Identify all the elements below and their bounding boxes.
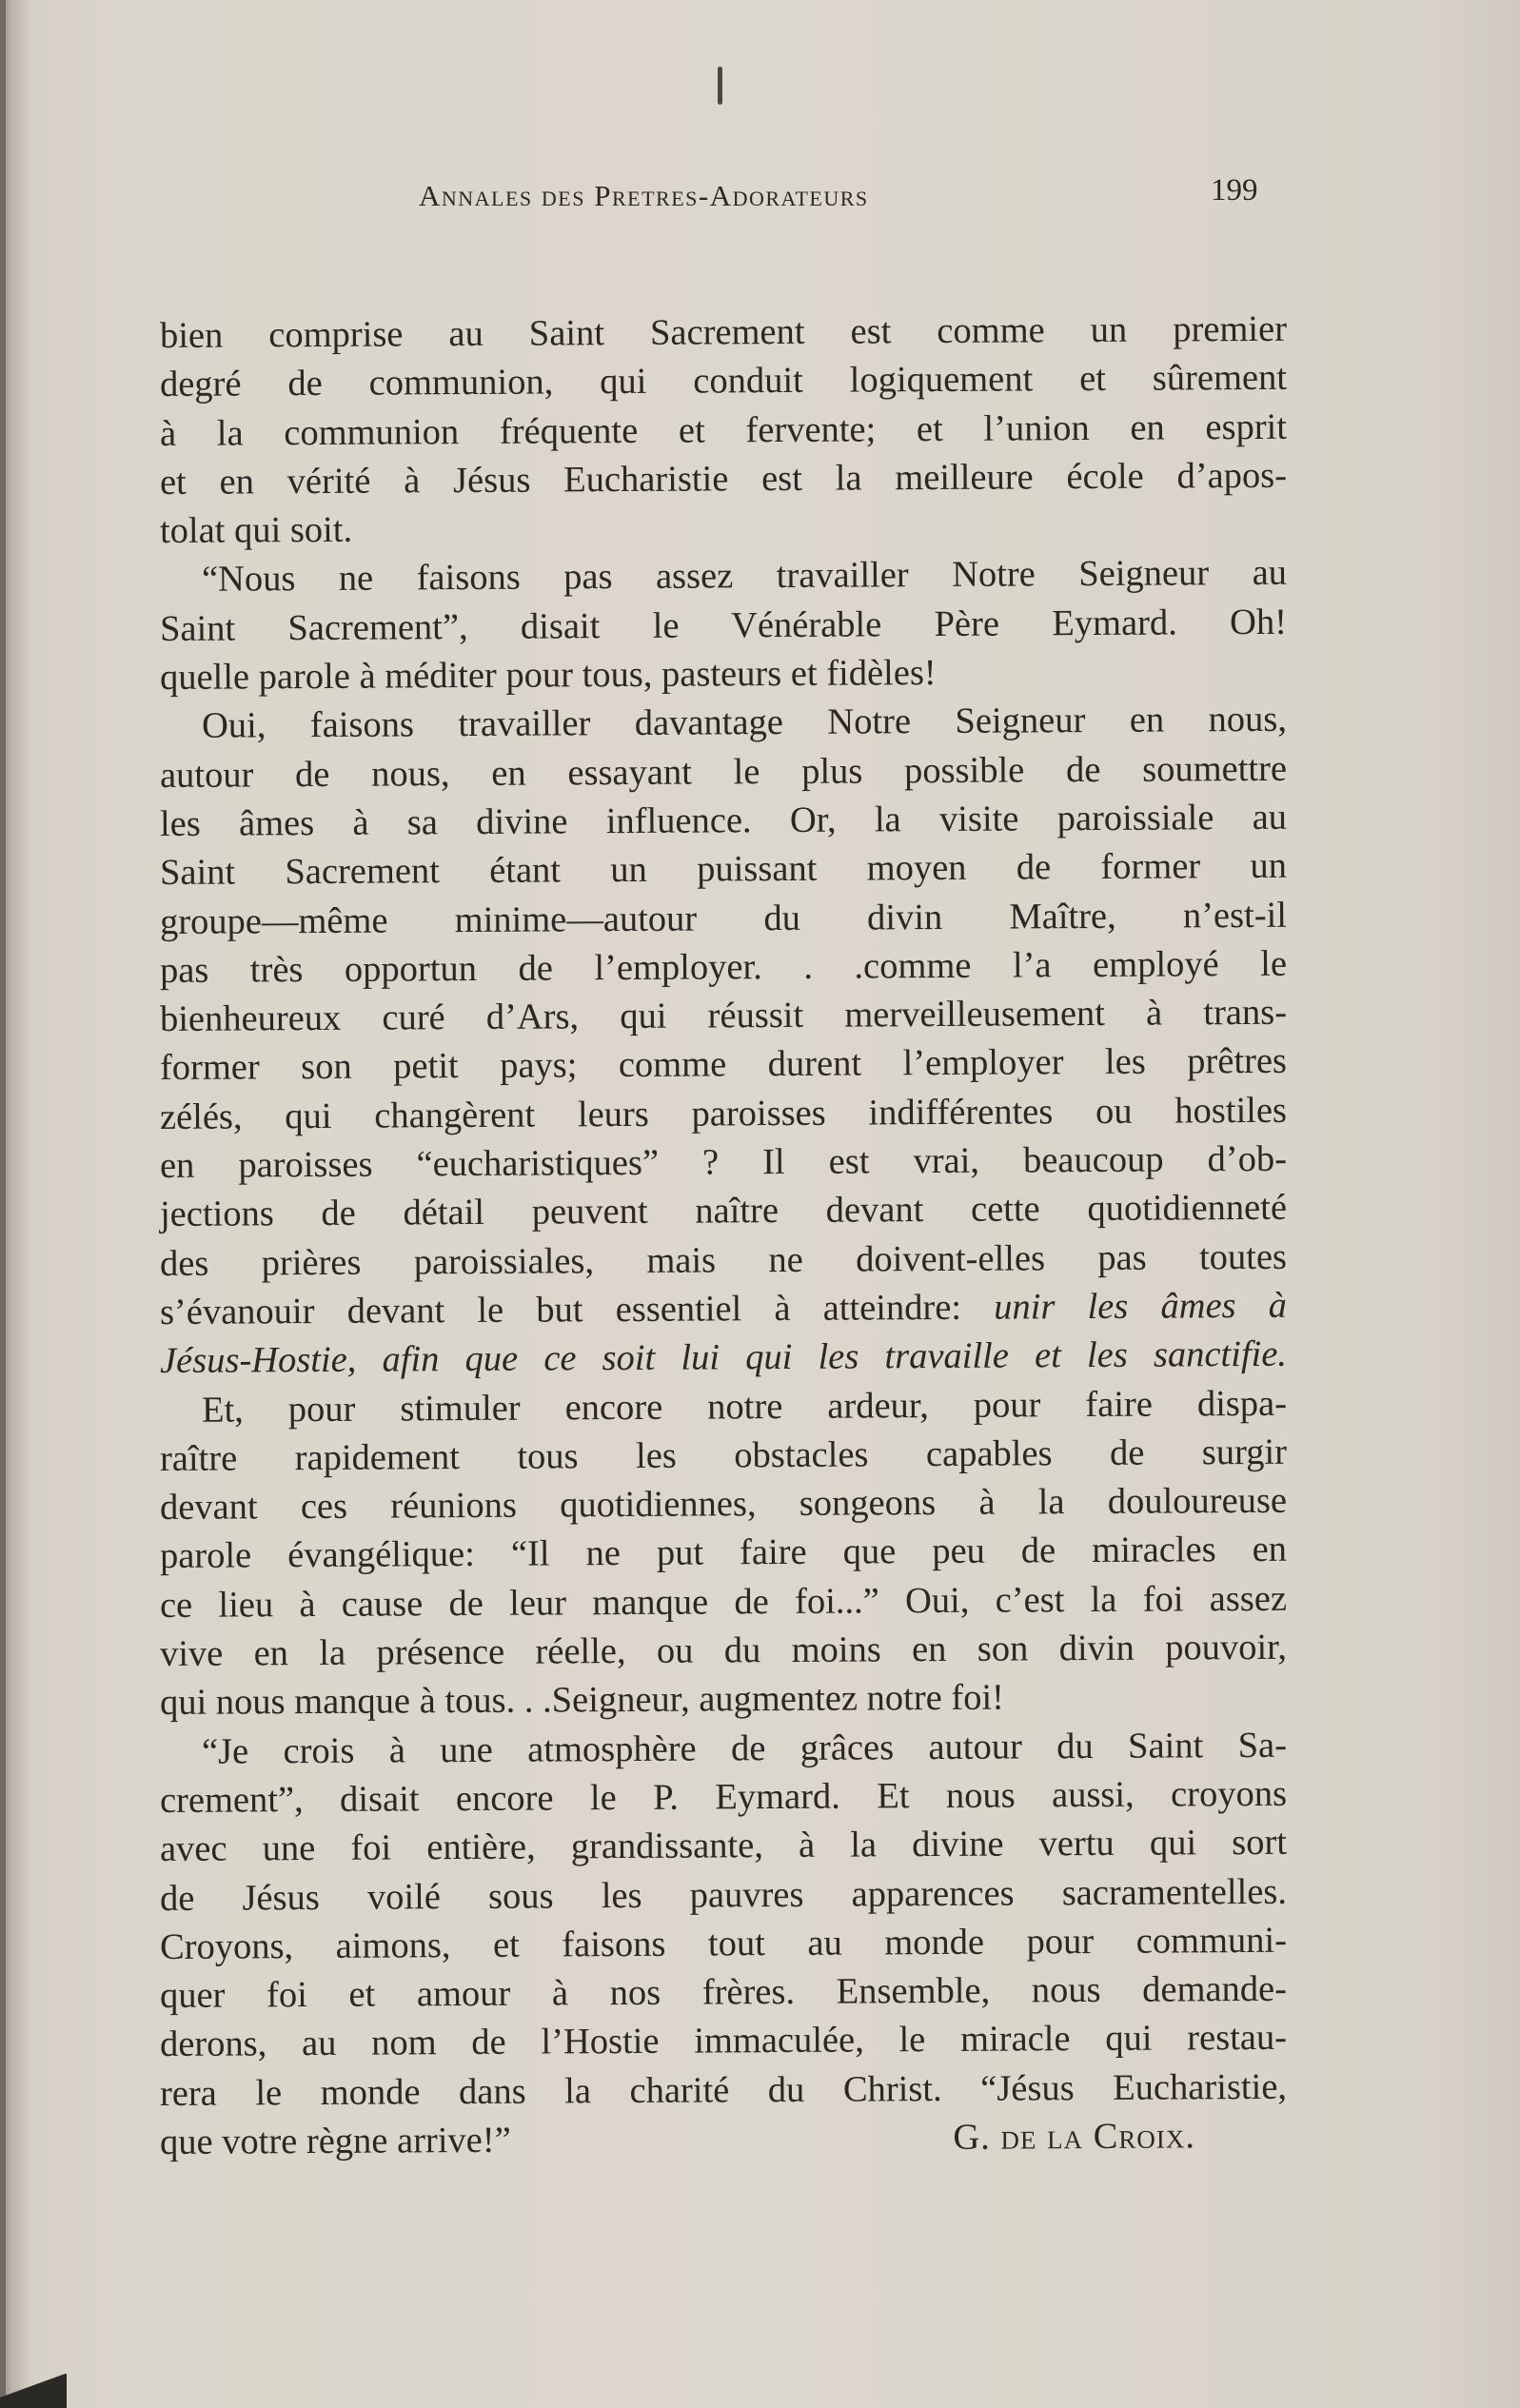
line-text: rera le monde dans la charité du Christ. “Jésus Eucharistie, <box>159 2066 1288 2114</box>
text-line <box>160 1917 1287 1973</box>
text-line <box>160 696 1287 752</box>
line-text: bienheureux curé d’Ars, qui réussit merveilleusement à trans- <box>159 992 1288 1040</box>
line-text: derons, au nom de l’Hostie immaculée, le miracle qui restau- <box>159 2018 1288 2065</box>
text-line <box>160 989 1287 1045</box>
text-line <box>160 2063 1287 2119</box>
line-text: ce lieu à cause de leur manque de foi...” Oui, c’est la foi assez <box>159 1578 1288 1626</box>
line-text: former son petit pays; comme durent l’employer les prêtres <box>159 1041 1288 1089</box>
text-line <box>160 1721 1287 1777</box>
text-line <box>160 549 1287 605</box>
line-text: Saint Sacrement”, disait le Vénérable Père Eymard. Oh! <box>159 602 1288 649</box>
text-line <box>160 1282 1287 1338</box>
text-line <box>160 891 1287 947</box>
line-text: en paroisses “eucharistiques” ? Il est vrai, beaucoup d’ob- <box>159 1138 1288 1187</box>
text-line <box>160 1379 1287 1435</box>
text-line <box>160 1087 1287 1143</box>
text-line <box>160 647 1287 703</box>
text-line <box>160 1624 1287 1680</box>
line-text: Oui, faisons travailler davantage Notre Seigneur en nous, <box>201 700 1288 747</box>
text-line <box>160 1574 1287 1630</box>
page-header <box>419 173 1275 221</box>
page-corner-shadow <box>0 2374 67 2408</box>
line-text: devant ces réunions quotidiennes, songeons à la douloureuse <box>159 1480 1288 1529</box>
text-line <box>160 1819 1287 1875</box>
page-spine-shadow <box>0 0 6 2408</box>
line-text: quelle parole à méditer pour tous, pasteurs et fidèles! <box>159 653 937 699</box>
text-line <box>160 842 1287 898</box>
line-italic-text: unir les âmes à <box>994 1285 1288 1328</box>
text-line <box>160 794 1287 850</box>
text-line <box>160 1135 1287 1192</box>
line-text: bien comprise au Saint Sacrement est comme un premier <box>159 308 1288 356</box>
text-line <box>160 1184 1287 1240</box>
line-text: à la communion fréquente et fervente; et l’union en esprit <box>159 406 1288 454</box>
text-line <box>160 452 1287 508</box>
line-text: zélés, qui changèrent leurs paroisses indifférentes ou hostiles <box>159 1090 1288 1137</box>
line-text: les âmes à sa divine influence. Or, la visite paroissiale au <box>159 797 1288 844</box>
text-line <box>160 2112 1287 2168</box>
text-line <box>160 1526 1287 1582</box>
line-text: pas très opportun de l’employer. . .comme l’a employé le <box>159 943 1288 991</box>
line-text: tolat qui soit. <box>159 509 353 552</box>
text-line <box>160 2014 1287 2070</box>
running-head: Annales des Pretres-Adorateurs <box>419 179 869 212</box>
line-text: parole évangélique: “Il ne put faire que peu de miracles en <box>159 1530 1288 1577</box>
line-text: Et, pour stimuler encore notre ardeur, pour faire dispa- <box>201 1383 1288 1431</box>
ink-speck <box>718 67 722 105</box>
text-line <box>160 744 1287 800</box>
text-line <box>160 1770 1287 1826</box>
text-line <box>160 1477 1287 1533</box>
line-text: quer foi et amour à nos frères. Ensemble, nous demande- <box>159 1968 1288 2017</box>
line-text: “Je crois à une atmosphère de grâces autour du Saint Sa- <box>201 1725 1288 1772</box>
text-line <box>160 940 1287 997</box>
author-signature: G. de la Croix. <box>953 2116 1196 2158</box>
text-line <box>160 1037 1287 1094</box>
line-text: Jésus-Hostie, afin que ce soit lui qui les travaille et les sanctifie. <box>159 1334 1288 1382</box>
line-text: degré de communion, qui conduit logiquement et sûrement <box>159 358 1288 405</box>
line-text: Croyons, aimons, et faisons tout au monde pour communi- <box>159 1920 1288 1967</box>
line-text: raître rapidement tous les obstacles capables de surgir <box>159 1431 1288 1479</box>
text-line <box>160 599 1287 655</box>
line-text: avec une foi entière, grandissante, à la divine vertu qui sort <box>159 1822 1288 1870</box>
line-text: qui nous manque à tous. . .Seigneur, augmentez notre foi! <box>159 1677 1005 1724</box>
text-line <box>160 1965 1287 2022</box>
line-text: groupe—même minime—autour du divin Maître, n’est-il <box>159 895 1288 942</box>
text-line <box>160 1233 1287 1289</box>
text-line <box>160 306 1287 362</box>
line-text: que votre règne arrive!” <box>159 2120 511 2162</box>
line-text: des prières paroissiales, mais ne doivent-elles pas toutes <box>159 1236 1288 1284</box>
line-text: “Nous ne faisons pas assez travailler Notre Seigneur au <box>201 553 1288 601</box>
text-line <box>160 1672 1287 1728</box>
line-text: de Jésus voilé sous les pauvres apparences sacramentelles. <box>159 1871 1288 1919</box>
page-number: 199 <box>1211 173 1258 207</box>
text-line <box>160 1867 1287 1924</box>
line-text: crement”, disait encore le P. Eymard. Et nous aussi, croyons <box>159 1773 1288 1821</box>
line-text: Saint Sacrement étant un puissant moyen de former un <box>159 846 1288 894</box>
body-text <box>159 308 1288 2167</box>
text-line <box>160 1429 1287 1485</box>
line-text: et en vérité à Jésus Eucharistie est la meilleure école d’apos- <box>159 455 1288 503</box>
text-line <box>160 403 1287 459</box>
text-line <box>160 1331 1287 1387</box>
line-text: jections de détail peuvent naître devant cette quotidienneté <box>159 1188 1288 1235</box>
line-text: autour de nous, en essayant le plus possible de soumettre <box>159 748 1288 796</box>
line-text: s’évanouir devant le but essentiel à atteindre: <box>159 1287 962 1332</box>
text-line <box>160 501 1287 557</box>
text-line <box>160 354 1287 410</box>
line-text: vive en la présence réelle, ou du moins en son divin pouvoir, <box>159 1627 1288 1675</box>
